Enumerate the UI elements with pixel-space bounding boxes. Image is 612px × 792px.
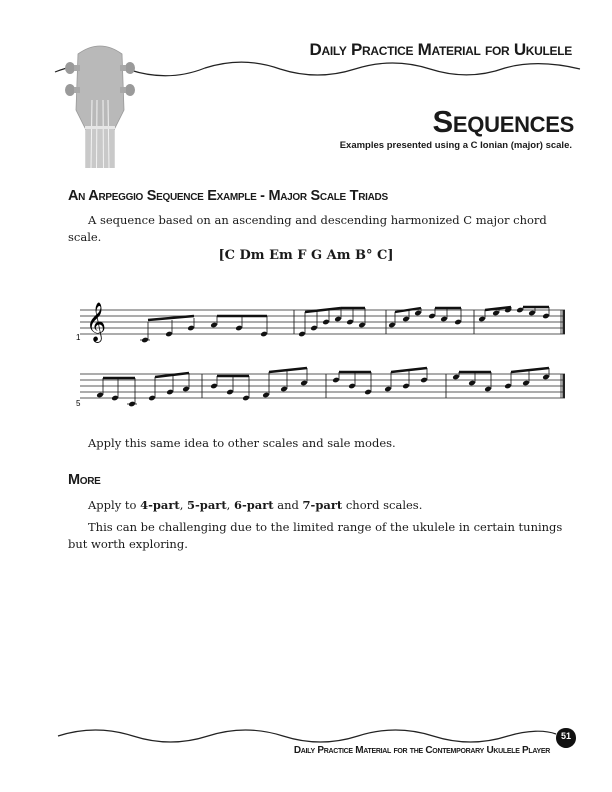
- section-outro-paragraph: Apply this same idea to other scales and sale modes.: [88, 436, 396, 450]
- footer-title: Daily Practice Material for the Contemporary Ukulele Player: [293, 745, 550, 756]
- measure-number: 5: [76, 399, 81, 408]
- beam: [511, 368, 549, 372]
- beam: [148, 316, 194, 320]
- final-bar-line: [563, 374, 566, 398]
- measure-number: 1: [76, 333, 81, 342]
- beam: [269, 368, 307, 372]
- section-heading-more: More: [68, 472, 101, 488]
- ukulele-headstock-icon: [58, 40, 143, 168]
- final-bar-line: [563, 310, 566, 334]
- page-subtitle: Examples presented using a C Ionian (major) scale.: [339, 140, 572, 151]
- more-paragraph-1: Apply to 4-part, 5-part, 6-part and 7-part chord scales.: [88, 498, 423, 512]
- page-title: Sequences: [432, 104, 574, 139]
- chord-sequence-label: [C Dm Em F G Am B° C]: [218, 248, 394, 263]
- more-paragraph-2: This can be challenging due to the limited range of the ukulele in certain tunings but worth exploring.: [68, 520, 563, 551]
- section-intro-paragraph: A sequence based on an ascending and descending harmonized C major chord scale.: [68, 213, 547, 244]
- header-title: Daily Practice Material for Ukulele: [309, 40, 572, 59]
- page-number: 51: [560, 731, 571, 741]
- staff-system-2: [80, 368, 565, 407]
- treble-clef-icon: 𝄞: [86, 302, 107, 342]
- staff-system-1: [80, 302, 565, 343]
- music-notation: [70, 280, 575, 415]
- section-heading-arpeggio: An Arpeggio Sequence Example - Major Scale Triads: [68, 188, 388, 204]
